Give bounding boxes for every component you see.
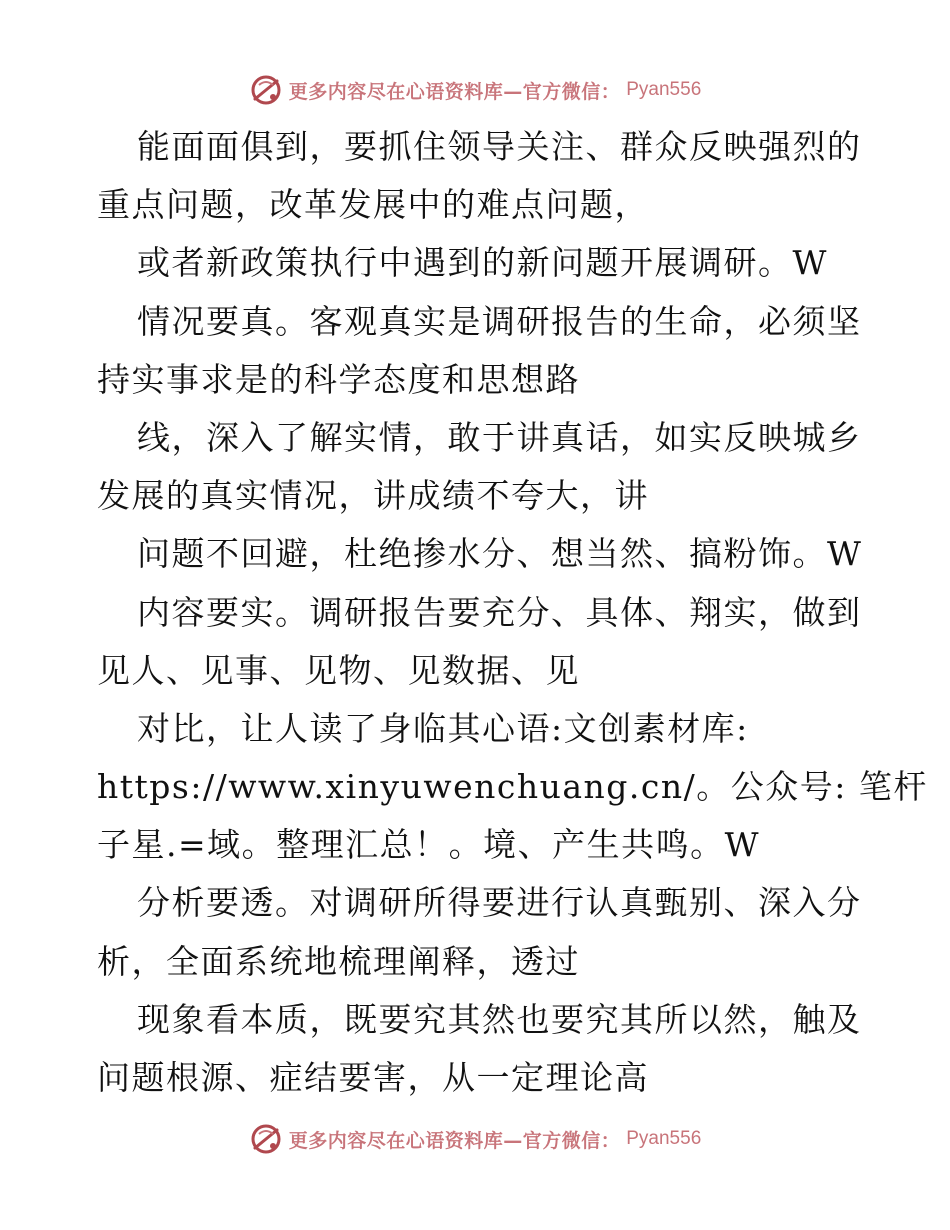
text-line: 或者新政策执行中遇到的新问题开展调研。W xyxy=(137,243,828,283)
brand-logo-icon xyxy=(249,73,283,107)
text-line: 情况要真。客观真实是调研报告的生命，必须坚 xyxy=(137,301,862,341)
text-line: 线，深入了解实情，敢于讲真话，如实反映城乡 xyxy=(137,417,862,457)
header-banner xyxy=(0,70,950,110)
header-banner-text: 更多内容尽在心语资料库—官方微信： xyxy=(288,80,621,103)
text-line: https://www.xinyuwenchuang.cn/。公众号: 笔杆 xyxy=(97,767,928,807)
footer-banner xyxy=(0,1119,950,1159)
text-line: 内容要实。调研报告要充分、具体、翔实，做到 xyxy=(137,592,862,632)
text-line: 现象看本质，既要究其然也要究其所以然，触及 xyxy=(137,999,862,1039)
text-line: 持实事求是的科学态度和思想路 xyxy=(97,359,580,399)
header-banner-handle: Pyan556 xyxy=(626,79,702,100)
text-line: 发展的真实情况，讲成绩不夸大，讲 xyxy=(97,476,649,516)
footer-banner-handle: Pyan556 xyxy=(626,1128,702,1149)
text-line: 析，全面系统地梳理阐释，透过 xyxy=(97,941,580,981)
document-body xyxy=(97,118,928,1107)
text-line: 子星.=域。整理汇总！。境、产生共鸣。W xyxy=(97,825,761,865)
text-line: 重点问题，改革发展中的难点问题， xyxy=(97,185,649,225)
footer-banner-text: 更多内容尽在心语资料库—官方微信： xyxy=(288,1129,621,1152)
text-line: 问题不回避，杜绝掺水分、想当然、搞粉饰。W xyxy=(137,534,863,574)
text-line: 分析要透。对调研所得要进行认真甄别、深入分 xyxy=(137,883,862,923)
brand-logo-icon xyxy=(249,1122,283,1156)
text-line: 能面面俱到，要抓住领导关注、群众反映强烈的 xyxy=(137,127,862,166)
text-line: 对比，让人读了身临其心语:文创素材库: xyxy=(137,708,749,748)
text-line: 问题根源、症结要害，从一定理论高 xyxy=(97,1058,649,1097)
text-line: 见人、见事、见物、见数据、见 xyxy=(97,650,580,690)
